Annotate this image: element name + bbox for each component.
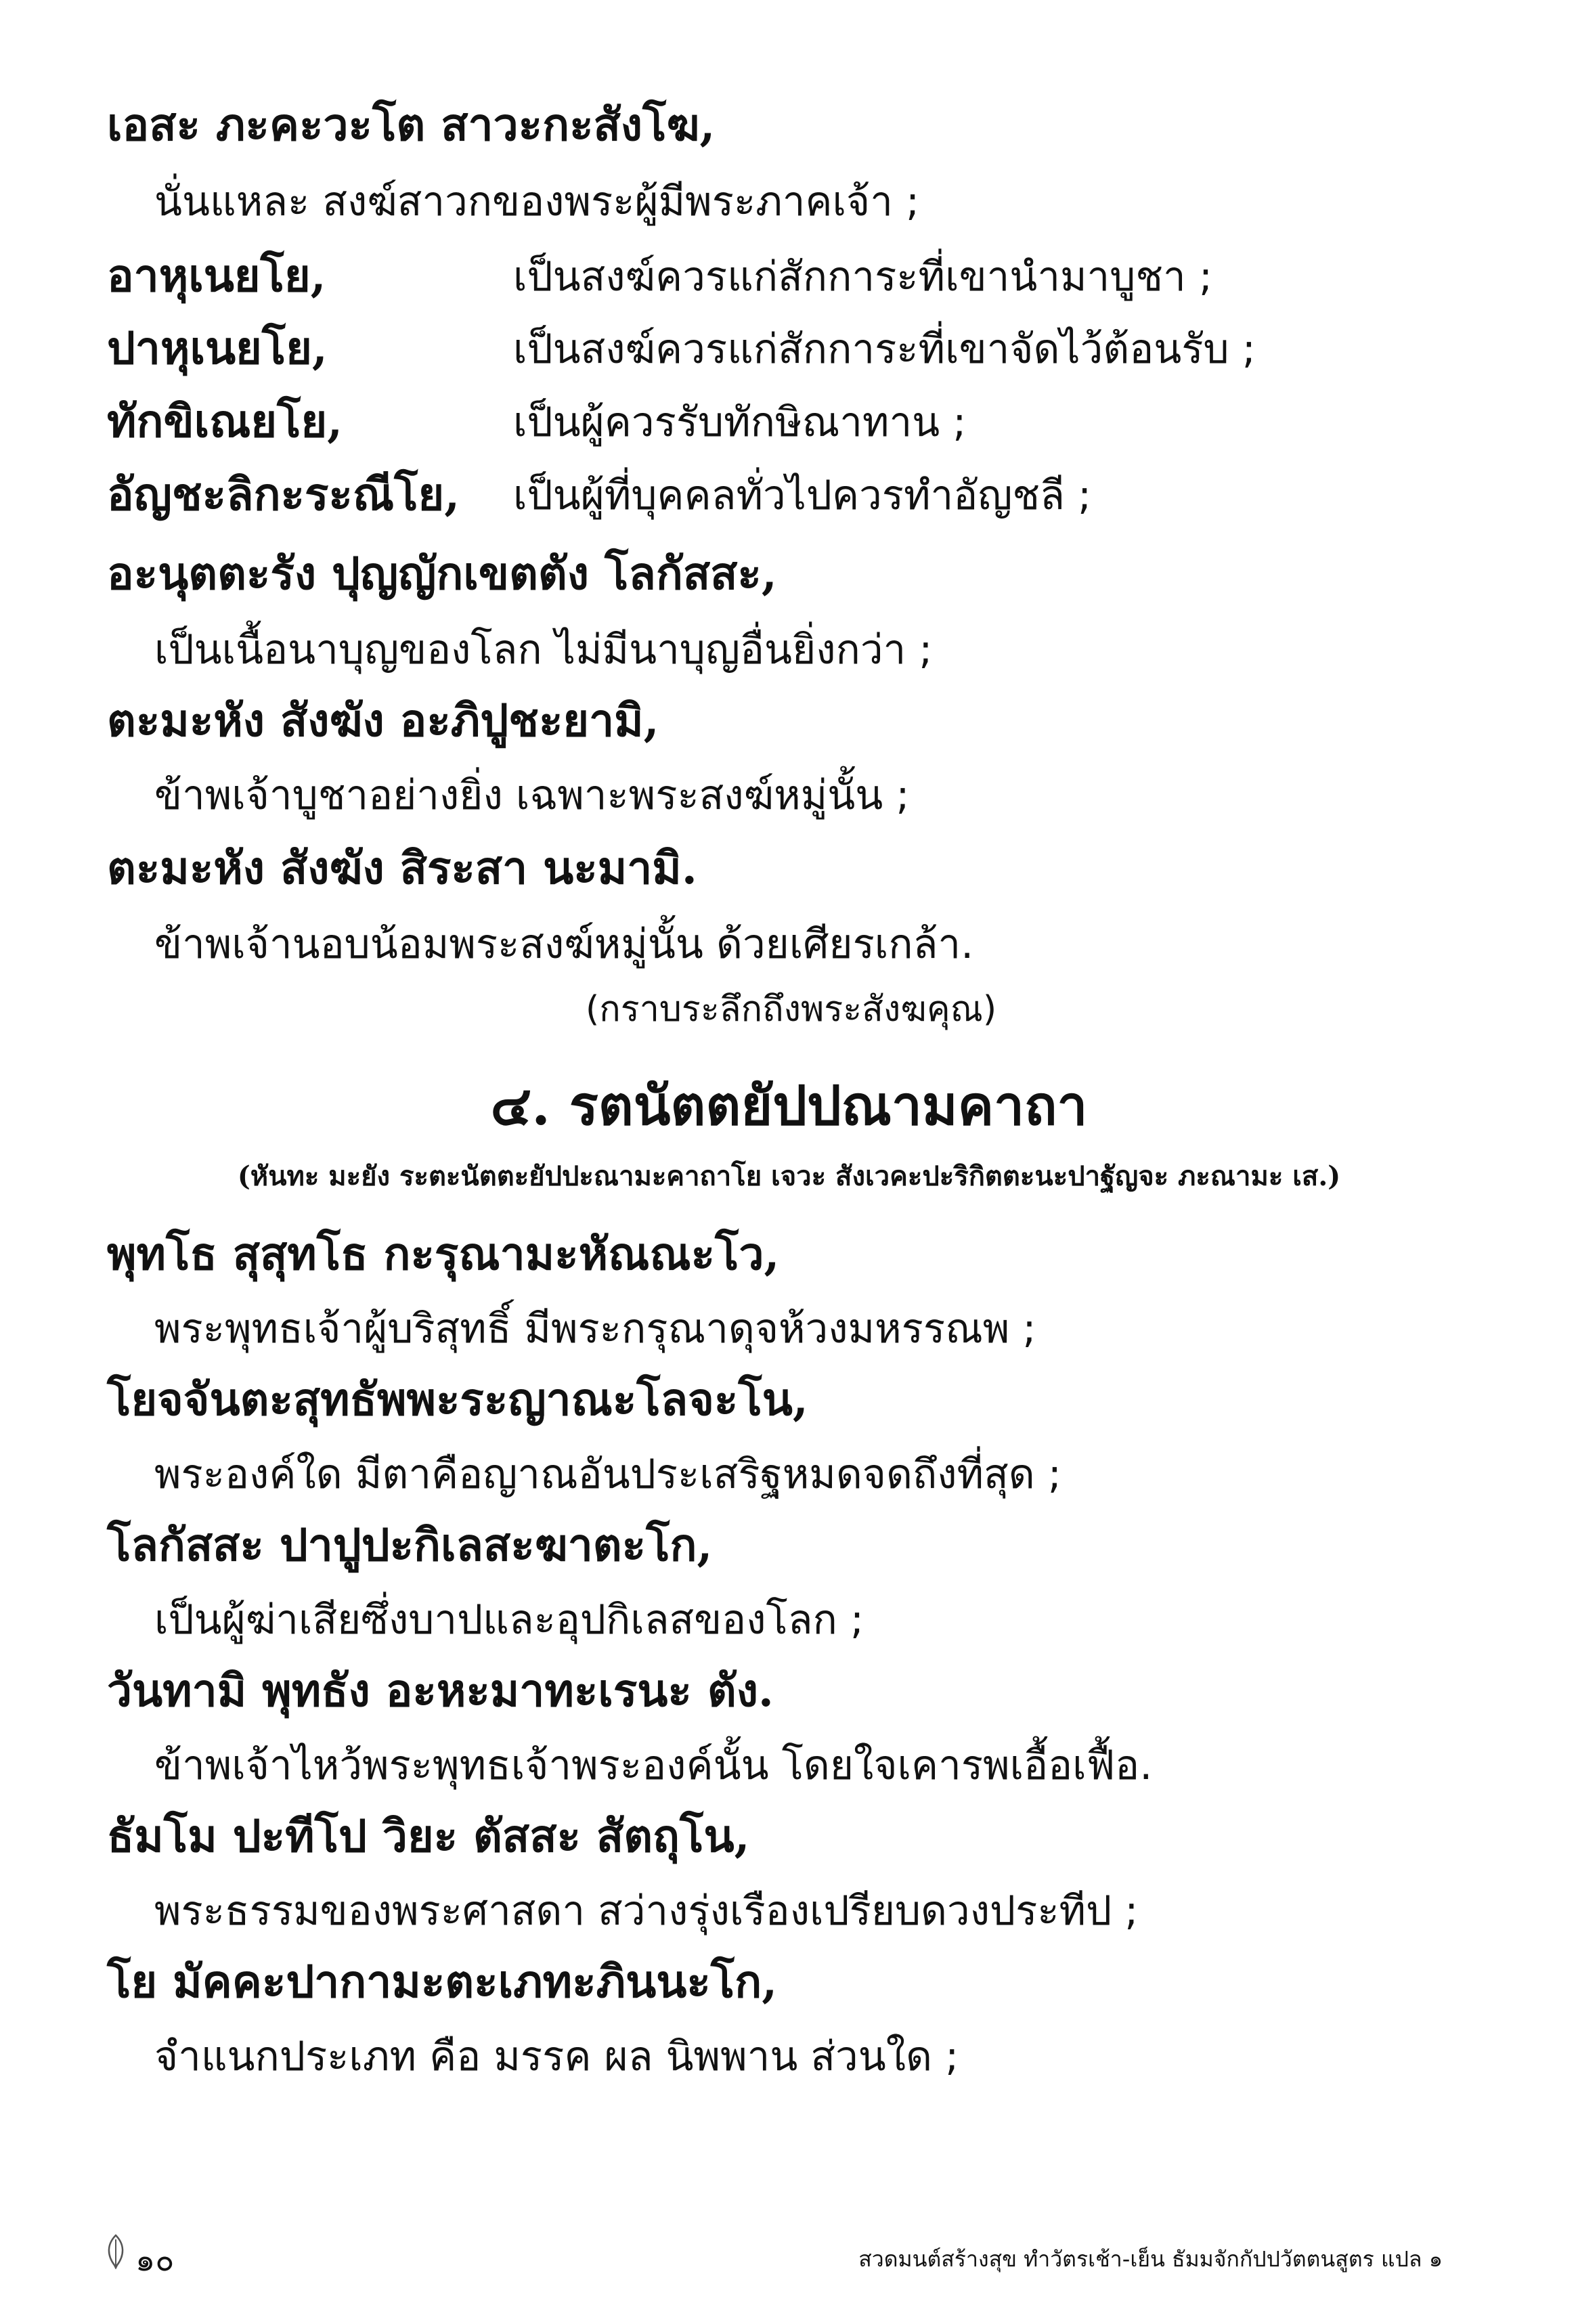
pali-line: ตะมะหัง สังฆัง อะภิปูชะยามิ, — [107, 694, 659, 747]
page-number: ๑๐ — [135, 2241, 175, 2278]
note-text: (กราบระลึกถึงพระสังฆคุณ) — [586, 989, 997, 1030]
running-footer: สวดมนต์สร้างสุข ทำวัตรเช้า-เย็น ธัมมจักกัปปวัตตนสูตร แปล ๑ — [858, 2246, 1443, 2272]
translation-line: ข้าพเจ้าบูชาอย่างยิ่ง เฉพาะพระสงฆ์หมู่นั้น ; — [154, 772, 910, 819]
pali-term: ทักขิเณยโย, — [107, 395, 343, 447]
pali-line: เอสะ ภะคะวะโต สาวะกะสังโฆ, — [107, 98, 716, 151]
translation-line: เป็นผู้ฆ่าเสียซึ่งบาปและอุปกิเลสของโลก ; — [154, 1596, 864, 1644]
pali-line: ตะมะหัง สังฆัง สิระสา นะมามิ. — [107, 841, 697, 894]
translation-line: นั่นแหละ สงฆ์สาวกของพระผู้มีพระภาคเจ้า ; — [154, 178, 920, 225]
term-meaning: เป็นผู้ที่บุคคลทั่วไปควรทำอัญชลี ; — [513, 472, 1092, 519]
term-meaning: เป็นสงฆ์ควรแก่สักการะที่เขานำมาบูชา ; — [513, 253, 1213, 301]
pali-line: พุทโธ สุสุทโธ กะรุณามะหัณณะโว, — [107, 1227, 780, 1280]
section-heading: ๔. รตนัตตยัปปณามคาถา — [490, 1074, 1088, 1137]
translation-line: พระองค์ใด มีตาคือญาณอันประเสริฐหมดจดถึงที่สุด ; — [154, 1451, 1061, 1498]
section-subtitle: (หันทะ มะยัง ระตะนัตตะยัปปะณามะคาถาโย เจวะ สังเวคะปะริกิตตะนะปาฐัญจะ ภะณามะ เส.) — [237, 1160, 1341, 1192]
translation-line: ข้าพเจ้าไหว้พระพุทธเจ้าพระองค์นั้น โดยใจเคารพเอื้อเฟื้อ. — [154, 1742, 1153, 1789]
pali-term: อัญชะลิกะระณีโย, — [107, 468, 460, 521]
translation-line: ข้าพเจ้านอบน้อมพระสงฆ์หมู่นั้น ด้วยเศียรเกล้า. — [154, 921, 974, 968]
pali-line: โลกัสสะ ปาปูปะกิเลสะฆาตะโก, — [107, 1518, 713, 1571]
translation-line: จำแนกประเภท คือ มรรค ผล นิพพาน ส่วนใด ; — [154, 2033, 959, 2080]
translation-line: เป็นเนื้อนาบุญของโลก ไม่มีนาบุญอื่นยิ่งกว่า ; — [154, 626, 933, 674]
pali-line: โยจจันตะสุทธัพพะระญาณะโลจะโน, — [107, 1373, 808, 1426]
pali-line: วันทามิ พุทธัง อะหะมาทะเรนะ ตัง. — [107, 1664, 774, 1717]
translation-line: พระธรรมของพระศาสดา สว่างรุ่งเรืองเปรียบดวงประทีป ; — [154, 1887, 1139, 1935]
pali-line: อะนุตตะรัง ปุญญักเขตตัง โลกัสสะ, — [107, 547, 777, 600]
pali-line: โย มัคคะปากามะตะเภทะภินนะโก, — [107, 1955, 778, 2008]
pali-term: อาหุเนยโย, — [107, 249, 326, 302]
leaf-ornament-icon — [105, 2234, 127, 2269]
translation-line: พระพุทธเจ้าผู้บริสุทธิ์ มีพระกรุณาดุจห้วงมหรรณพ ; — [154, 1305, 1036, 1353]
pali-line: ธัมโม ปะทีโป วิยะ ตัสสะ สัตถุโน, — [107, 1810, 750, 1862]
term-meaning: เป็นสงฆ์ควรแก่สักการะที่เขาจัดไว้ต้อนรับ ; — [513, 326, 1256, 373]
pali-term: ปาหุเนยโย, — [107, 322, 328, 374]
term-meaning: เป็นผู้ควรรับทักษิณาทาน ; — [513, 399, 967, 446]
